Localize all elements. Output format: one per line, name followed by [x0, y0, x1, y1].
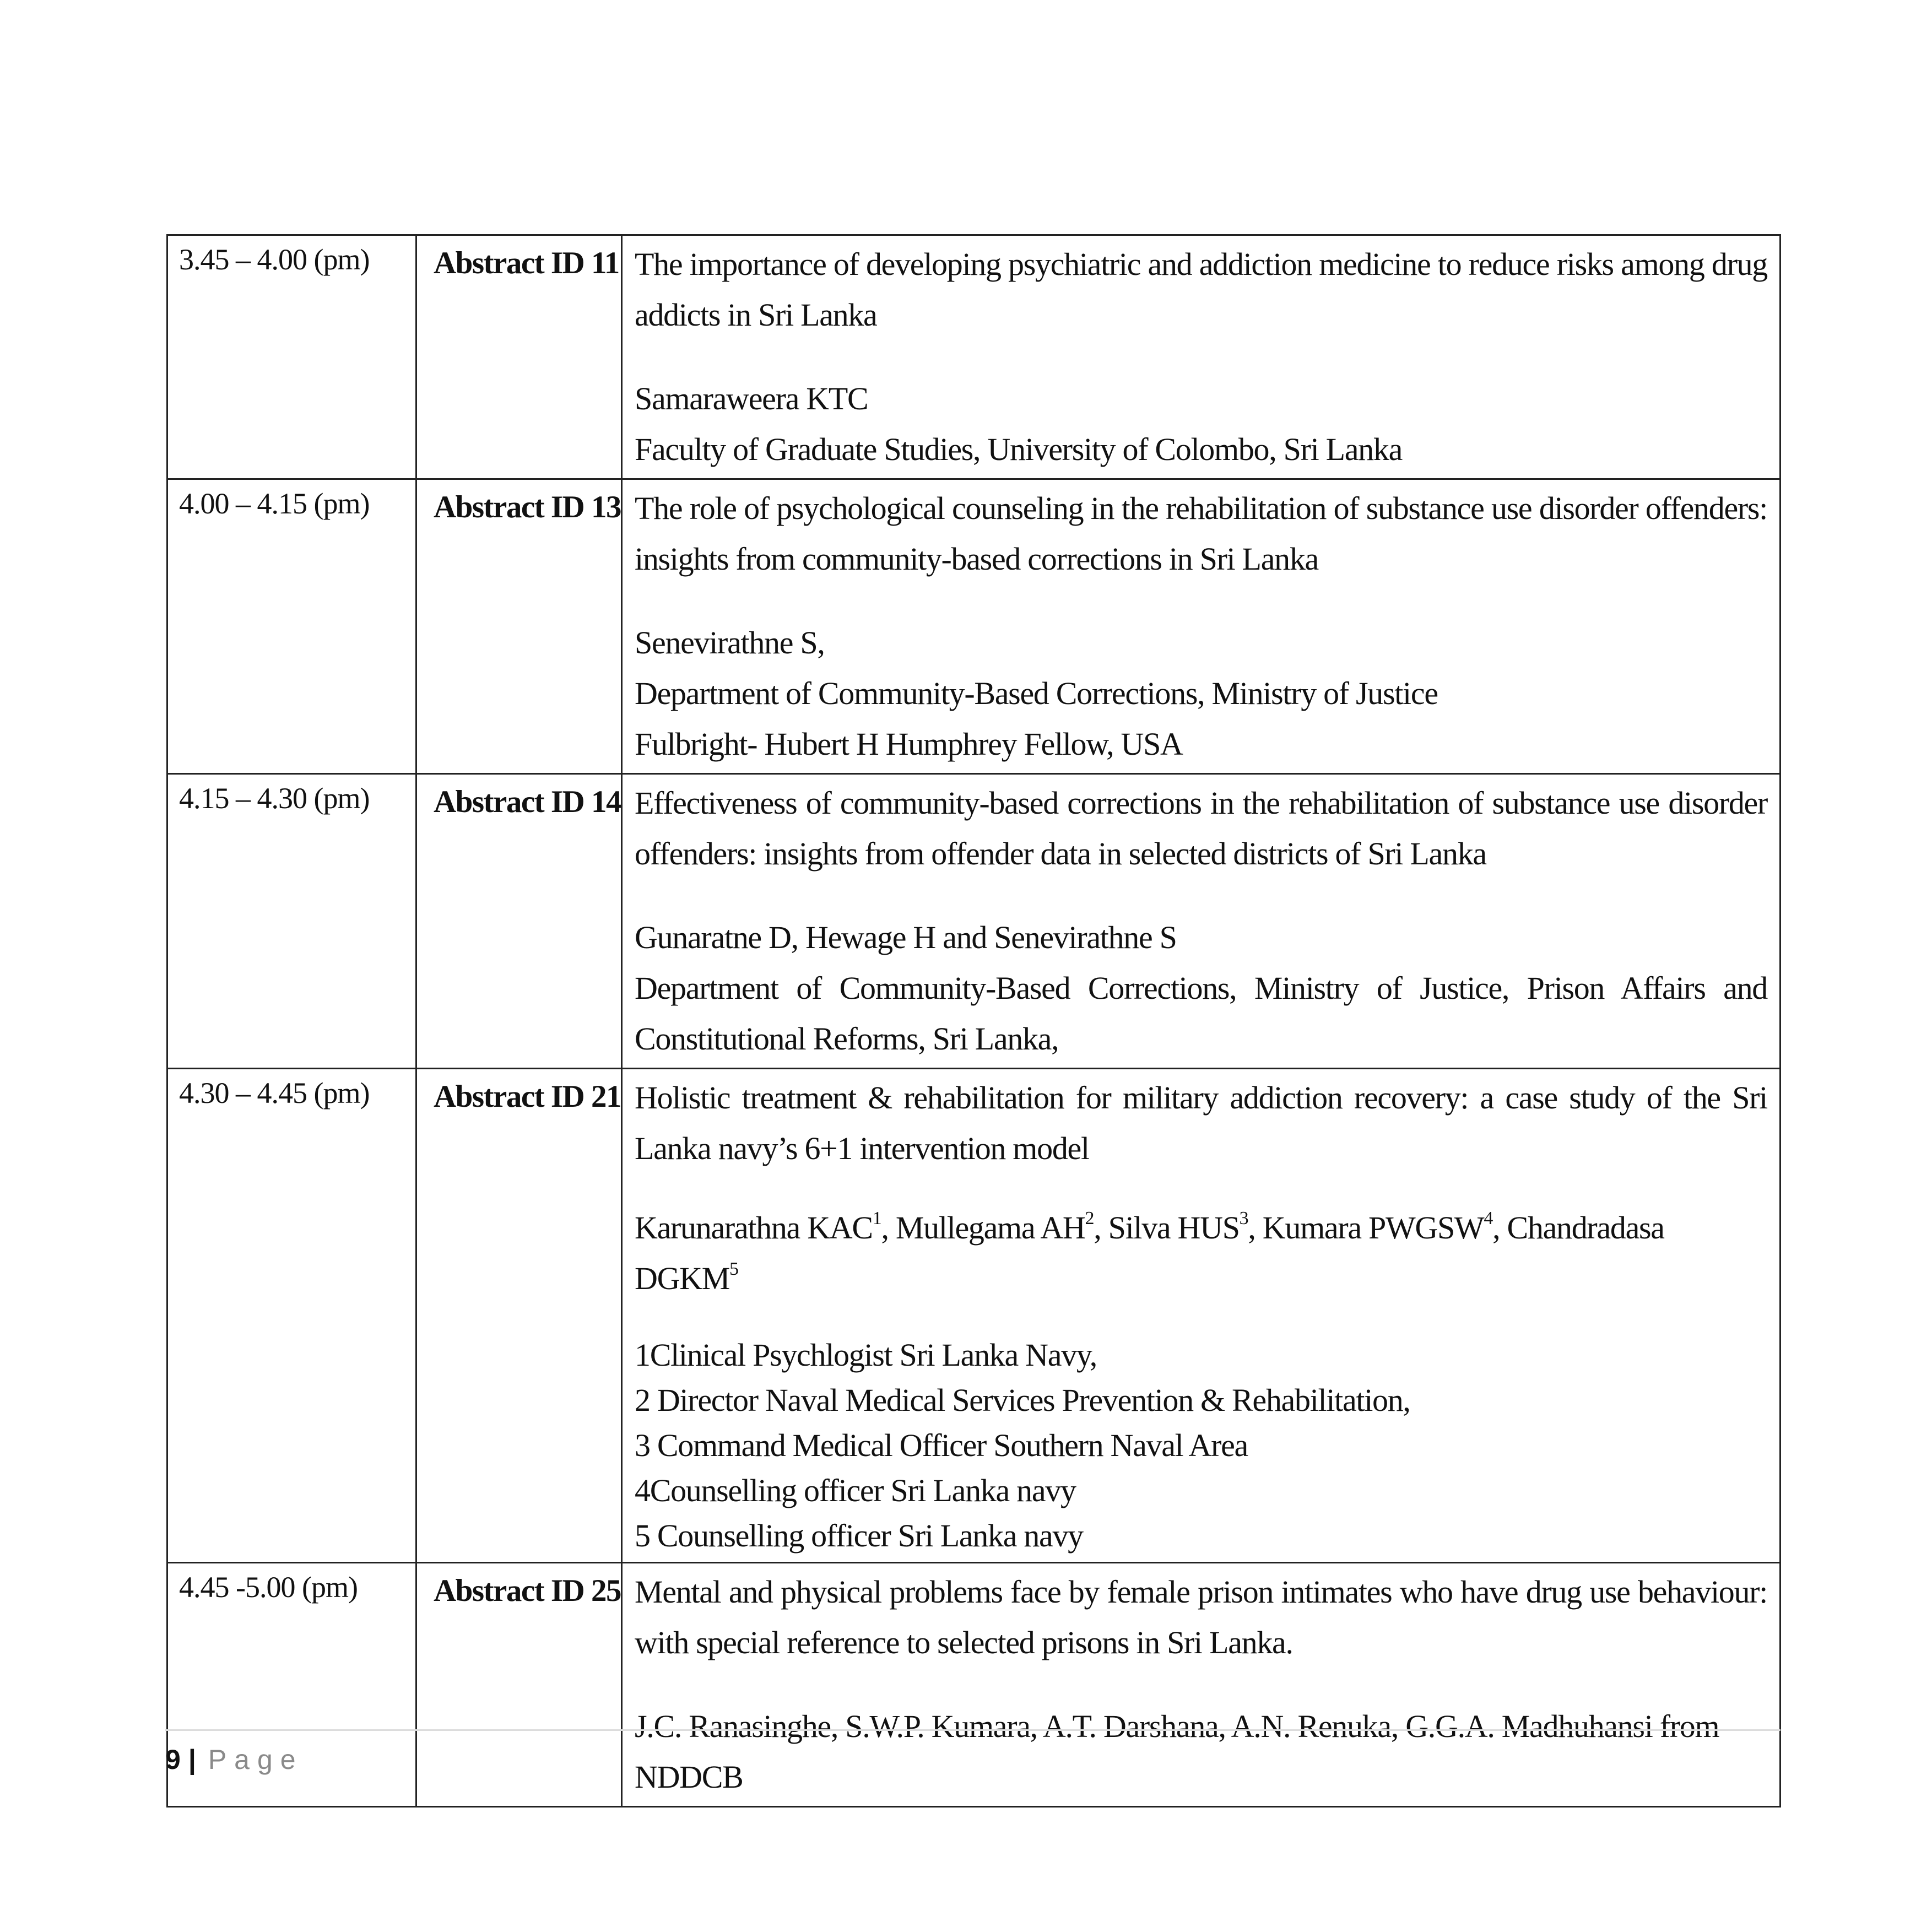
abstract-id: Abstract ID 21 [416, 1069, 622, 1563]
page-number: 9 [165, 1744, 181, 1775]
abstract-affiliation: 1Clinical Psychlogist Sri Lanka Navy, [635, 1337, 1097, 1373]
abstract-id: Abstract ID 14 [416, 774, 622, 1069]
footer-divider [165, 1729, 1781, 1731]
abstract-details [622, 235, 1781, 479]
author-name: Silva HUS [1108, 1210, 1240, 1246]
author-name: Karunarathna KAC [635, 1210, 873, 1246]
author-separator: , [881, 1210, 896, 1246]
author-affiliation-marker: 3 [1239, 1208, 1248, 1229]
abstract-id: Abstract ID 11 [416, 235, 622, 479]
table-row [167, 1563, 1781, 1807]
abstract-affiliation: 4Counselling officer Sri Lanka navy [635, 1473, 1076, 1508]
time-slot: 4.30 – 4.45 (pm) [167, 1069, 416, 1563]
abstract-details [622, 479, 1781, 774]
abstract-details [622, 1563, 1781, 1807]
author-name: Chandradasa DGKM [635, 1210, 1664, 1296]
abstract-details [622, 774, 1781, 1069]
table-row [167, 479, 1781, 774]
abstract-id: Abstract ID 25 [416, 1563, 622, 1807]
table-row [167, 235, 1781, 479]
abstract-authors: Senevirathne S, [635, 625, 825, 661]
abstract-title: The importance of developing psychiatric and addiction medicine to reduce risks among drug addicts in Sri Lanka [635, 246, 1767, 333]
footer-separator: | [188, 1744, 196, 1775]
author-affiliation-marker: 5 [729, 1259, 738, 1279]
abstract-affiliation: 2 Director Naval Medical Services Prevention & Rehabilitation, [635, 1382, 1410, 1418]
time-slot: 4.45 -5.00 (pm) [167, 1563, 416, 1807]
abstract-affiliation: 3 Command Medical Officer Southern Naval Area [635, 1427, 1248, 1463]
page-label: Page [208, 1744, 304, 1775]
abstract-affiliation: Department of Community-Based Corrections, Ministry of Justice [635, 675, 1438, 711]
author-name: Kumara PWGSW [1262, 1210, 1484, 1246]
table-row [167, 774, 1781, 1069]
abstract-authors: J.C. Ranasinghe, S.W.P. Kumara, A.T. Darshana, A.N. Renuka, G.G.A. Madhuhansi from NDDCB [635, 1708, 1719, 1795]
author-affiliation-marker: 1 [872, 1208, 881, 1229]
author-affiliation-marker: 4 [1484, 1208, 1493, 1229]
abstract-title: The role of psychological counseling in the rehabilitation of substance use disorder offenders: insights from community-based corrections in Sri Lanka [635, 490, 1767, 577]
abstract-title: Holistic treatment & rehabilitation for military addiction recovery: a case study of the Sri Lanka navy’s 6+1 intervention model [635, 1080, 1767, 1166]
abstract-affiliation: 5 Counselling officer Sri Lanka navy [635, 1518, 1083, 1554]
author-separator: , [1094, 1210, 1108, 1246]
page-footer [165, 1740, 304, 1779]
abstract-authors [635, 1203, 1767, 1304]
abstract-affiliation: Faculty of Graduate Studies, University of Colombo, Sri Lanka [635, 431, 1403, 467]
table-row [167, 1069, 1781, 1563]
abstract-authors: Samaraweera KTC [635, 381, 868, 416]
time-slot: 3.45 – 4.00 (pm) [167, 235, 416, 479]
time-slot: 4.00 – 4.15 (pm) [167, 479, 416, 774]
author-affiliation-marker: 2 [1085, 1208, 1094, 1229]
author-separator: , [1248, 1210, 1263, 1246]
abstract-affiliation: Department of Community-Based Corrections, Ministry of Justice, Prison Affairs and Constitutional Reforms, Sri Lanka, [635, 970, 1767, 1057]
author-name: Mullegama AH [895, 1210, 1085, 1246]
abstract-title: Mental and physical problems face by female prison intimates who have drug use behaviour: with special reference to selected prisons in Sri Lanka. [635, 1574, 1767, 1660]
abstract-id: Abstract ID 13 [416, 479, 622, 774]
author-separator: , [1492, 1210, 1507, 1246]
time-slot: 4.15 – 4.30 (pm) [167, 774, 416, 1069]
schedule-table [166, 234, 1781, 1807]
abstract-affiliation: Fulbright- Hubert H Humphrey Fellow, USA [635, 726, 1183, 762]
abstract-title: Effectiveness of community-based corrections in the rehabilitation of substance use disorder offenders: insights from offender data in selected districts of Sri Lanka [635, 785, 1767, 872]
abstract-details [622, 1069, 1781, 1563]
abstract-authors: Gunaratne D, Hewage H and Senevirathne S [635, 919, 1177, 955]
